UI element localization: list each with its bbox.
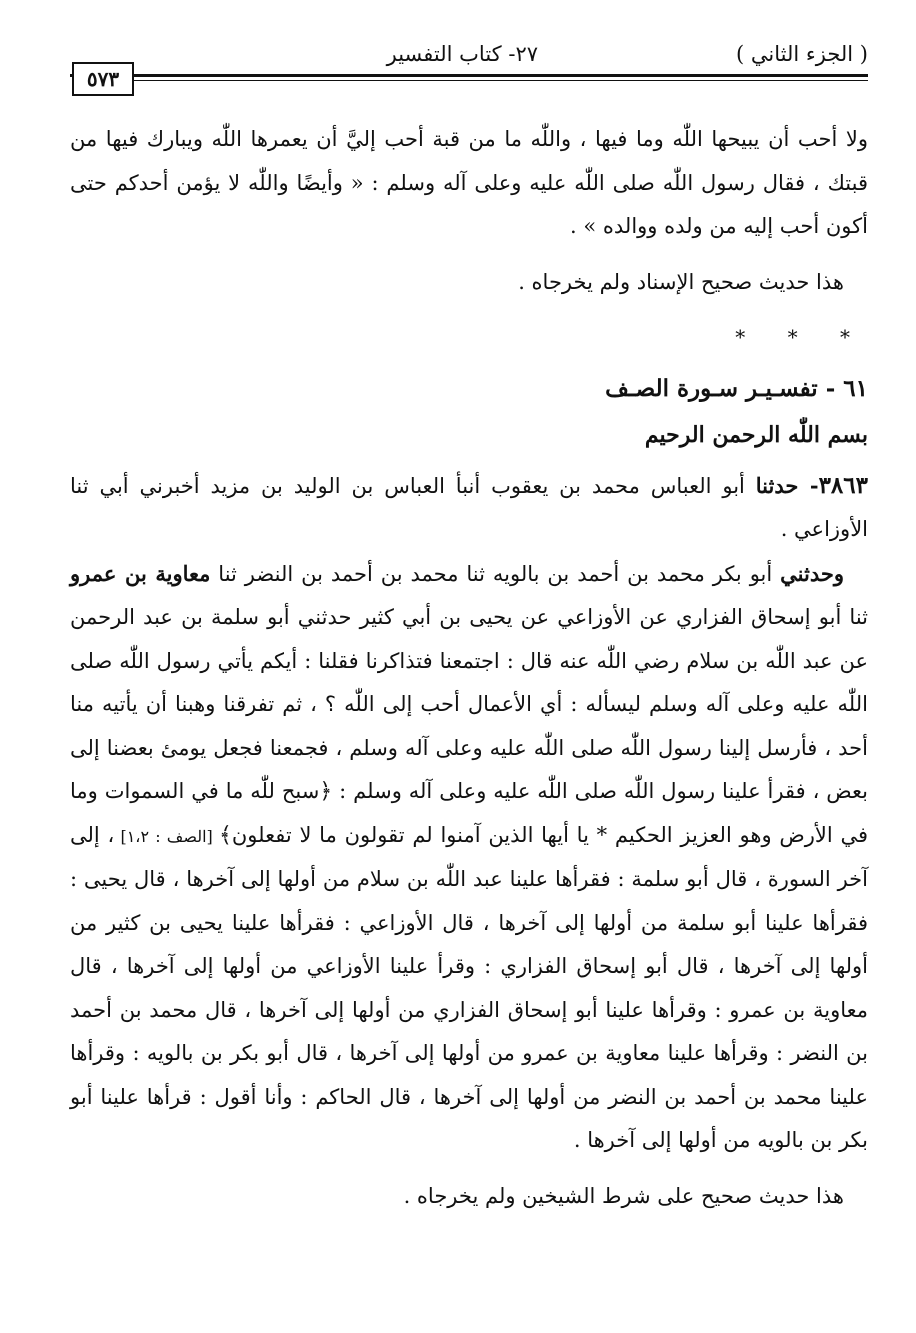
hadith-number: ٣٨٦٣ bbox=[818, 471, 868, 499]
surah-heading: ٦١ - تفسـيـر سـورة الصـف bbox=[605, 374, 868, 402]
quran-reference: [الصف : ١،٢] bbox=[114, 826, 219, 846]
basmala: بسم اللّٰه الرحمن الرحيم bbox=[644, 421, 868, 448]
hadith-matn-a: ثنا أبو إسحاق الفزاري عن الأوزاعي عن يحيى بن أبي كثير حدثني أبو سلمة بن عبد الرحمن عن عبد اللّٰه بن سلام رضي اللّٰه عنه قال : اجتمعنا فتذاكرنا فقلنا : أيكم يأتي رسول اللّٰه صلى اللّٰه عليه وعلى آله وسلم ليسأله : أي الأعمال أحب إلى اللّٰه ؟ ، ثم تفرقنا وهبنا أن يأتيه منا أحد ، فأرسل إلينا رسول اللّٰه صلى اللّٰه عليه وعلى آله وسلم ، فجمعنا فجعل يومئ بعضنا إلى بعض ، فقرأ علينا رسول اللّٰه صلى اللّٰه عليه وعلى آله وسلم : bbox=[70, 605, 868, 803]
volume-label: ( الجزء الثاني ) bbox=[736, 42, 868, 66]
continued-hadith-text: ولا أحب أن يبيحها اللّٰه وما فيها ، واللّٰه ما من قبة أحب إليَّ أن يعمرها اللّٰه ويبارك فيها من قبتك ، فقال رسول اللّٰه صلى اللّٰه عليه وعلى آله وسلم : « وأيضًا واللّٰه لا يؤمن أحدكم حتى أكون أحب إليه من ولده ووالده » . bbox=[70, 127, 868, 238]
quran-close-bracket: ﴾ bbox=[218, 822, 232, 848]
quran-open-bracket: ﴿ bbox=[319, 779, 333, 804]
running-header bbox=[70, 36, 868, 72]
hadith-matn-b: ، إلى آخر السورة ، قال أبو سلمة : فقرأها علينا عبد اللّٰه بن سلام من أولها إلى آخرها ، قال يحيى : فقرأها علينا أبو سلمة من أولها إلى آخرها ، قال الأوزاعي : فقرأها علينا يحيى بن كثير من أولها إلى آخرها ، قال أبو إسحاق الفزاري : وقرأ علينا الأوزاعي من أولها إلى آخرها ، قال معاوية بن عمرو : وقرأها علينا أبو إسحاق الفزاري من أولها إلى آخرها ، قال محمد بن أحمد بن النضر : وقرأها علينا معاوية بن عمرو من أولها إلى آخرها ، قال أبو بكر بن بالويه : وقرأها علينا محمد بن أحمد بن النضر من أولها إلى آخرها ، قال الحاكم : وأنا أقول : قرأها علينا أبو بكر بن بالويه من أولها إلى آخرها . bbox=[70, 822, 868, 1152]
quran-verse: سبح للّٰه ما في السموات وما في الأرض وهو العزيز الحكيم * يا أيها الذين آمنوا لم تقولون ما لا تفعلون bbox=[70, 779, 868, 847]
page-number: ٥٧٣ bbox=[72, 62, 134, 96]
grading-note-2: هذا حديث صحيح على شرط الشيخين ولم يخرجاه . bbox=[403, 1183, 844, 1208]
section-separator: * * * bbox=[735, 325, 868, 349]
main-text bbox=[70, 118, 868, 1218]
header-rule-thin bbox=[132, 80, 868, 81]
hadith-isnad-1: أبو العباس محمد بن يعقوب أنبأ العباس بن الوليد بن مزيد أخبرني أبي ثنا الأوزاعي . bbox=[70, 473, 868, 541]
hadith-isnad-2a: أبو بكر محمد بن أحمد بن بالويه ثنا محمد بن أحمد بن النضر ثنا bbox=[210, 561, 781, 586]
header-rule bbox=[70, 74, 868, 77]
narrator-bold: معاوية بن عمرو bbox=[70, 560, 211, 586]
chapter-title: ٢٧- كتاب التفسير bbox=[386, 42, 538, 66]
hadith-second-chain-word: وحدثني bbox=[780, 560, 844, 586]
grading-note: هذا حديث صحيح الإسناد ولم يخرجاه . bbox=[518, 269, 844, 294]
hadith-paragraph-1: ٣٨٦٣- حدثنا أبو العباس محمد بن يعقوب أنبأ العباس بن الوليد بن مزيد أخبرني أبي ثنا الأوزاعي . bbox=[70, 471, 868, 541]
hadith-opening-word: حدثنا bbox=[755, 472, 799, 498]
hadith-paragraph-2 bbox=[70, 552, 868, 1163]
